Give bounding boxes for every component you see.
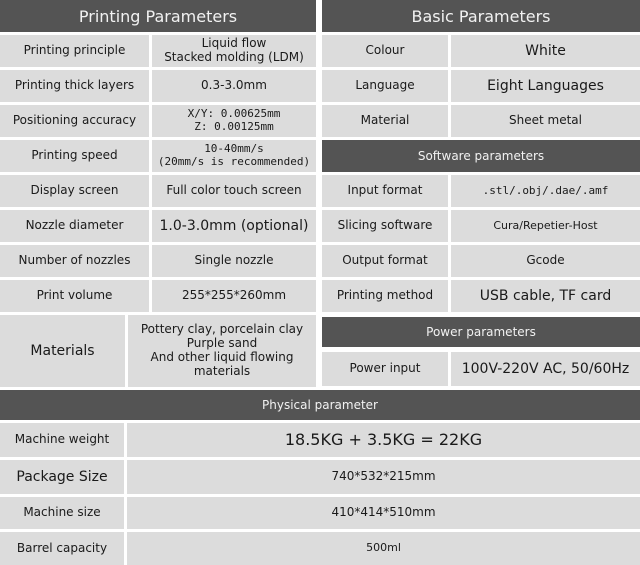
spec-value: 410*414*510mm <box>127 497 640 529</box>
spec-value: Full color touch screen <box>152 175 316 207</box>
spec-label: Slicing software <box>322 210 448 242</box>
spec-value: Liquid flow Stacked molding (LDM) <box>152 35 316 67</box>
spec-value: 10-40mm/s (20mm/s is recommended) <box>152 140 316 172</box>
spec-label: Printing speed <box>0 140 149 172</box>
spec-label: Machine size <box>0 497 124 529</box>
spec-label: Positioning accuracy <box>0 105 149 137</box>
spec-value: Sheet metal <box>451 105 640 137</box>
spec-value: Eight Languages <box>451 70 640 102</box>
spec-label: Language <box>322 70 448 102</box>
spec-value: Cura/Repetier-Host <box>451 210 640 242</box>
spec-label: Machine weight <box>0 423 124 457</box>
spec-value: Pottery clay, porcelain clay Purple sand And other liquid flowing materials <box>128 315 316 387</box>
spec-label: Material <box>322 105 448 137</box>
spec-label: Display screen <box>0 175 149 207</box>
spec-label: Printing method <box>322 280 448 312</box>
basic-parameters-header: Basic Parameters <box>322 0 640 32</box>
spec-value: 18.5KG + 3.5KG = 22KG <box>127 423 640 457</box>
spec-value: 500ml <box>127 532 640 565</box>
spec-value: 740*532*215mm <box>127 460 640 494</box>
spec-value: 255*255*260mm <box>152 280 316 312</box>
spec-value: 1.0-3.0mm (optional) <box>152 210 316 242</box>
printing-parameters-header: Printing Parameters <box>0 0 316 32</box>
spec-label: Nozzle diameter <box>0 210 149 242</box>
spec-value: .stl/.obj/.dae/.amf <box>451 175 640 207</box>
spec-value: 0.3-3.0mm <box>152 70 316 102</box>
spec-label: Input format <box>322 175 448 207</box>
spec-value: Gcode <box>451 245 640 277</box>
spec-label: Barrel capacity <box>0 532 124 565</box>
physical-parameter-header: Physical parameter <box>0 390 640 420</box>
spec-label: Colour <box>322 35 448 67</box>
software-parameters-header: Software parameters <box>322 140 640 172</box>
spec-value: Single nozzle <box>152 245 316 277</box>
spec-label: Materials <box>0 315 125 387</box>
spec-value: White <box>451 35 640 67</box>
spec-label: Printing principle <box>0 35 149 67</box>
spec-label: Number of nozzles <box>0 245 149 277</box>
spec-label: Power input <box>322 352 448 386</box>
spec-label: Printing thick layers <box>0 70 149 102</box>
spec-value: USB cable, TF card <box>451 280 640 312</box>
spec-value: X/Y: 0.00625mm Z: 0.00125mm <box>152 105 316 137</box>
spec-value: 100V-220V AC, 50/60Hz <box>451 352 640 386</box>
spec-label: Output format <box>322 245 448 277</box>
spec-label: Print volume <box>0 280 149 312</box>
spec-label: Package Size <box>0 460 124 494</box>
power-parameters-header: Power parameters <box>322 317 640 347</box>
